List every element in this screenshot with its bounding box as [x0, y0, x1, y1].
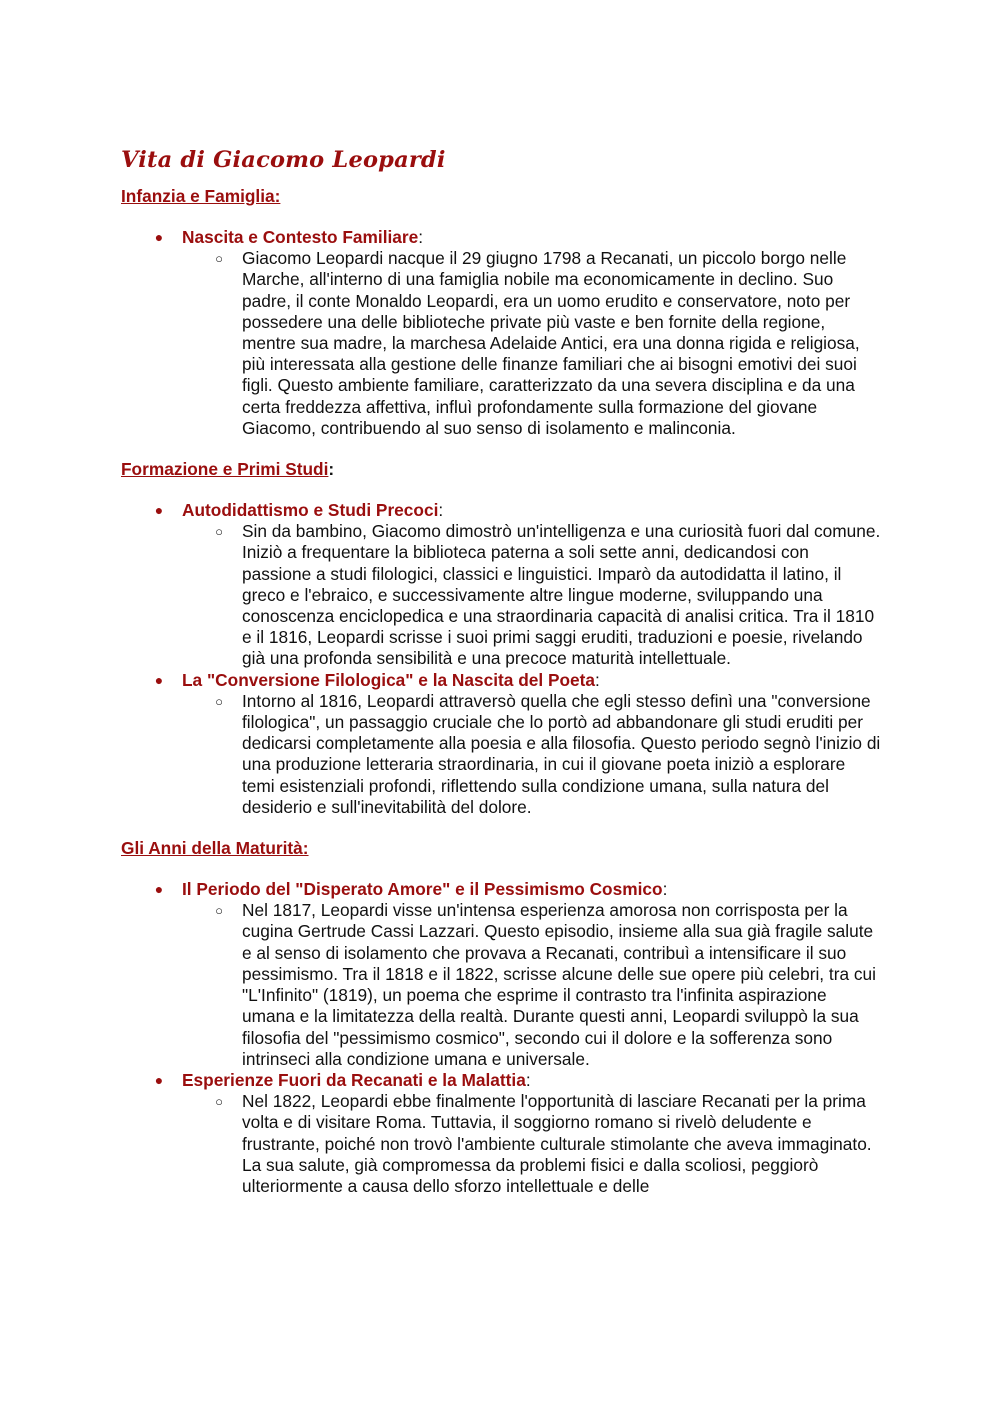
paragraph-text: Nel 1817, Leopardi visse un'intensa esperienza amorosa non corrisposta per la cugina Gertrude Cassi Lazzari. Questo episodio, insieme alla sua già fragile salute e al senso di isolamento che provava a Recanati, contribuì a intensificare il suo pessimismo. Tra il 1818 e il 1822, scrisse alcune delle sue opere più celebri, tra cui "L'Infinito" (1819), un poema che esprime il contrasto tra l'infinita aspirazione umana e la limitatezza della realtà. Durante questi anni, Leopardi sviluppò la sua filosofia del "pessimismo cosmico", secondo cui il dolore e la sofferenza sono intrinseci alla condizione umana e universale.: [242, 900, 876, 1069]
list-item: [121, 1070, 891, 1197]
section-heading-text: Gli Anni della Maturità:: [121, 838, 309, 859]
list-item-colon: :: [438, 500, 444, 521]
bullet-list: [121, 227, 891, 439]
hollow-bullet-icon: ○: [215, 693, 223, 709]
hollow-bullet-icon: ○: [215, 903, 223, 919]
sub-list-item: [121, 691, 891, 818]
document-title: Vita di Giacomo Leopardi: [121, 147, 446, 173]
list-item: [121, 500, 891, 670]
section-heading-colon: :: [328, 459, 335, 480]
section-heading-maturita: [121, 838, 891, 859]
section-heading-infanzia: [121, 186, 891, 207]
list-item-colon: :: [595, 669, 600, 690]
bullet-icon: ●: [154, 1071, 164, 1088]
section-heading-text: Infanzia e Famiglia:: [121, 186, 281, 206]
list-item-title: Il Periodo del "Disperato Amore" e il Pessimismo Cosmico: [182, 879, 663, 900]
bullet-icon: ●: [154, 671, 164, 688]
list-item-title: Nascita e Contesto Familiare: [182, 227, 419, 247]
paragraph-text: Giacomo Leopardi nacque il 29 giugno 1798 a Recanati, un piccolo borgo nelle Marche, all'interno di una famiglia nobile ma economicamente in declino. Suo padre, il conte Monaldo Leopardi, era un uomo erudito e conservatore, noto per possedere una delle biblioteche private più vaste e ben fornite della regione, mentre sua madre, la marchesa Adelaide Antici, era una donna rigida e religiosa, più interessata alla gestione delle finanze familiari che ai bisogni emotivi dei suoi figli. Questo ambiente familiare, caratterizzato da una severa disciplina e da una certa freddezza affettiva, influì profondamente sulla formazione del giovane Giacomo, contribuendo al suo senso di isolamento e malinconia.: [242, 248, 860, 438]
bullet-list: [121, 500, 891, 818]
hollow-bullet-icon: ○: [215, 251, 223, 267]
list-item: [121, 227, 891, 439]
list-item-title: Autodidattismo e Studi Precoci: [182, 500, 439, 521]
paragraph-text: Nel 1822, Leopardi ebbe finalmente l'opportunità di lasciare Recanati per la prima volta e di visitare Roma. Tuttavia, il soggiorno romano si rivelò deludente e frustrante, poiché non trovò l'ambiente culturale stimolante che aveva immaginato. La sua salute, già compromessa da problemi fisici e dalla scoliosi, peggiorò ulteriormente a causa dello sforzo intellettuale e delle: [242, 1091, 872, 1196]
list-item-colon: :: [662, 879, 668, 900]
list-item: [121, 879, 891, 1070]
bullet-icon: ●: [154, 229, 164, 245]
hollow-bullet-icon: ○: [215, 524, 223, 540]
list-item-colon: :: [418, 227, 424, 247]
paragraph-text: Intorno al 1816, Leopardi attraversò quella che egli stesso definì una "conversione filologica", un passaggio cruciale che lo portò ad abbandonare gli studi eruditi per dedicarsi completamente alla poesia e alla filosofia. Questo periodo segnò l'inizio di una produzione letteraria straordinaria, in cui il giovane poeta iniziò a esplorare temi esistenziali profondi, riflettendo sulla condizione umana, sulla natura del desiderio e sull'inevitabilità del dolore.: [242, 690, 881, 817]
bullet-icon: ●: [154, 881, 164, 898]
list-item-colon: :: [525, 1069, 531, 1090]
section-heading-formazione: [121, 459, 891, 480]
bullet-list: [121, 879, 891, 1197]
hollow-bullet-icon: ○: [215, 1094, 223, 1110]
list-item: [121, 670, 891, 818]
section-heading-text: Formazione e Primi Studi: [121, 459, 329, 480]
document-page: [121, 140, 891, 1197]
bullet-icon: ●: [154, 502, 164, 519]
sub-list-item: [121, 521, 891, 669]
list-item-title: La "Conversione Filologica" e la Nascita del Poeta: [182, 669, 596, 690]
sub-list-item: [121, 1091, 891, 1197]
list-item-title: Esperienze Fuori da Recanati e la Malattia: [182, 1069, 526, 1090]
sub-list-item: [121, 900, 891, 1070]
sub-list-item: [121, 248, 891, 439]
paragraph-text: Sin da bambino, Giacomo dimostrò un'intelligenza e una curiosità fuori dal comune. Iniziò a frequentare la biblioteca paterna a soli sette anni, dedicandosi con passione a studi filologici, classici e linguistici. Imparò da autodidatta il latino, il greco e l'ebraico, e successivamente altre lingue moderne, sviluppando una conoscenza enciclopedica e una straordinaria capacità di analisi critica. Tra il 1810 e il 1816, Leopardi scrisse i suoi primi saggi eruditi, traduzioni e poesie, rivelando già una profonda sensibilità e una precoce maturità intellettuale.: [242, 521, 881, 669]
